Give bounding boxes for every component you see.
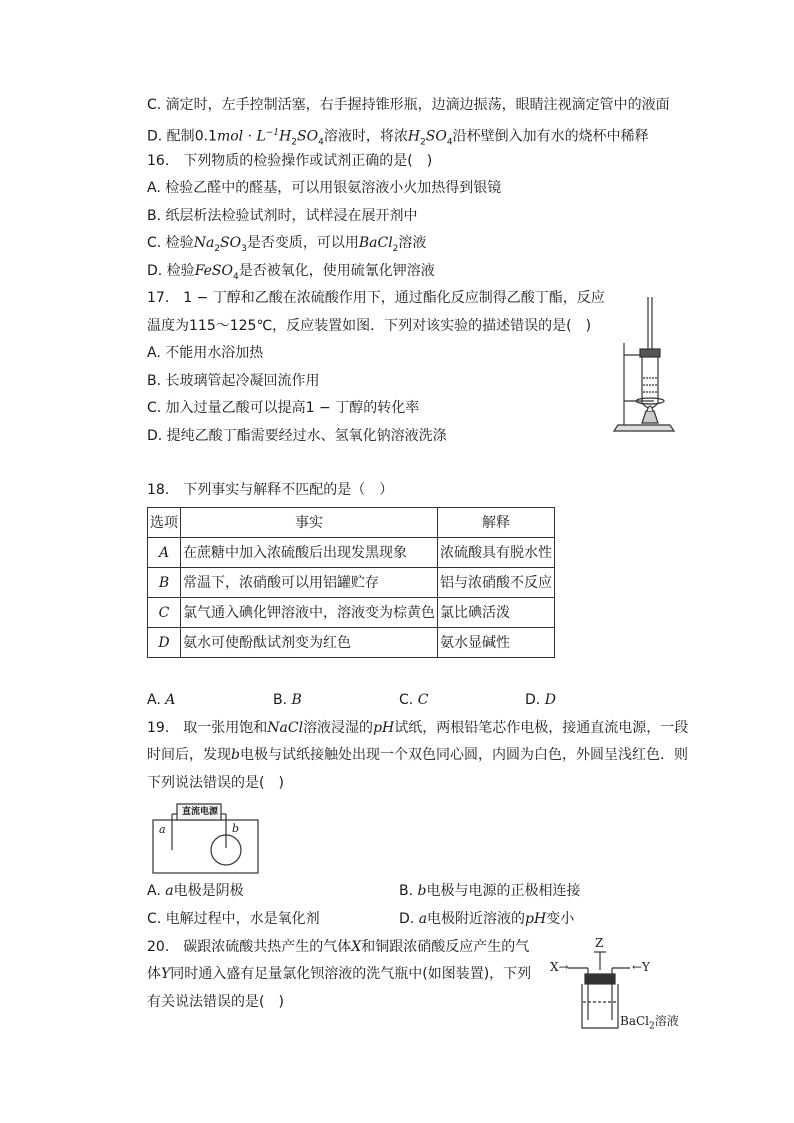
table-cell: 氨水可使酚酞试剂变为红色	[181, 628, 438, 658]
table-cell: 氨水显碱性	[438, 628, 555, 658]
q19-stem-line2: 时间后，发现b电极与试纸接触处出现一个双色同心圆，内圆为白色，外圆呈浅红色．则	[147, 747, 688, 763]
gas-x-label: X→	[550, 960, 569, 974]
table-header-cell: 事实	[181, 508, 438, 538]
q20-stem-line2: 体Y同时通入盛有足量氯化钡溶液的洗气瓶中(如图装置)，下列	[147, 966, 532, 982]
table-row	[148, 628, 555, 658]
q16-option-a: A. 检验乙醛中的醛基，可以用银氨溶液小火加热得到银镜	[147, 180, 502, 196]
q16-stem: 16. 下列物质的检验操作或试剂正确的是( )	[147, 153, 433, 169]
table-header-cell: 解释	[438, 508, 555, 538]
power-supply-label: 直流电源	[181, 807, 218, 817]
table-row	[148, 598, 555, 628]
q19-stem-line1: 19. 取一张用饱和NaCl溶液浸湿的pH试纸，两根铅笔芯作电极，接通直流电源，一段	[147, 720, 689, 736]
table-cell: D	[148, 628, 181, 658]
table-header-cell: 选项	[148, 508, 181, 538]
table-cell: 氯气通入碘化钾溶液中，溶液变为棕黄色	[181, 598, 438, 628]
q17-stem-line1: 17. 1 − 丁醇和乙酸在浓硫酸作用下，通过酯化反应制得乙酸丁酯，反应	[147, 290, 605, 306]
option-d-dilution: D. 配制$0.1mol \cdot L^{-1}H_2SO_4$溶液时，将浓$H_2SO_4$沿杯壁倒入加有水的烧杯中稀释	[147, 128, 649, 148]
q16-option-c: C. 检验$Na_2SO_3$是否变质，可以用BaCl$_2$溶液	[147, 235, 427, 254]
q16-option-b: B. 纸层析法检验试剂时，试样浸在展开剂中	[147, 208, 418, 224]
q19-option-b: B. b电极与电源的正极相连接	[399, 883, 581, 899]
table-row	[148, 538, 555, 568]
q18-stem: 18. 下列事实与解释不匹配的是（ ）	[147, 482, 394, 498]
electrode-b-label: b	[232, 822, 240, 835]
q18-option-c: C. C	[399, 692, 429, 708]
table-cell: A	[148, 538, 181, 568]
electrode-a-label: a	[159, 823, 166, 836]
gas-z-label: Z	[595, 936, 604, 950]
table-cell: C	[148, 598, 181, 628]
bacl2-solution-label: BaCl$_2$溶液	[620, 1014, 679, 1032]
q17-stem-line2: 温度为115～125℃，反应装置如图．下列对该实验的描述错误的是( )	[147, 318, 592, 334]
q18-option-b: B. B	[273, 692, 302, 708]
q18-table	[147, 507, 555, 658]
q18-option-a: A. A	[147, 692, 176, 708]
table-cell: 浓硫酸具有脱水性	[438, 538, 555, 568]
q18-option-d: D. D	[525, 692, 556, 708]
q19-stem-line3: 下列说法错误的是( )	[147, 775, 284, 791]
option-c-titration: C. 滴定时，左手控制活塞，右手握持锥形瓶，边滴边振荡，眼睛注视滴定管中的液面	[147, 97, 670, 113]
table-cell: 常温下，浓硝酸可以用铝罐贮存	[181, 568, 438, 598]
table-cell: B	[148, 568, 181, 598]
q17-option-c: C. 加入过量乙酸可以提高1 − 丁醇的转化率	[147, 400, 420, 416]
table-row	[148, 568, 555, 598]
q19-option-a: A. a电极是阴极	[147, 883, 244, 899]
gas-y-label: ←Y	[632, 960, 650, 974]
q20-stem-line3: 有关说法错误的是( )	[147, 994, 284, 1010]
q17-option-a: A. 不能用水浴加热	[147, 345, 264, 361]
q17-option-d: D. 提纯乙酸丁酯需要经过水、氢氧化钠溶液洗涤	[147, 428, 447, 444]
electrolysis-figure	[150, 800, 262, 876]
table-cell: 铝与浓硝酸不反应	[438, 568, 555, 598]
q17-option-b: B. 长玻璃管起冷凝回流作用	[147, 373, 320, 389]
q16-option-d: D. 检验FeSO$_4$是否被氧化，使用硫氰化钾溶液	[147, 263, 435, 282]
table-cell: 氯比碘活泼	[438, 598, 555, 628]
q20-stem-line1: 20. 碳跟浓硫酸共热产生的气体X和铜跟浓硝酸反应产生的气	[147, 939, 530, 955]
table-cell: 在蔗糖中加入浓硫酸后出现发黑现象	[181, 538, 438, 568]
table-header-row	[148, 508, 555, 538]
reflux-apparatus-figure	[610, 293, 680, 438]
wash-bottle-figure	[548, 936, 680, 1032]
q19-option-d: D. a电极附近溶液的pH变小	[399, 911, 575, 927]
q19-option-c: C. 电解过程中，水是氧化剂	[147, 911, 320, 927]
